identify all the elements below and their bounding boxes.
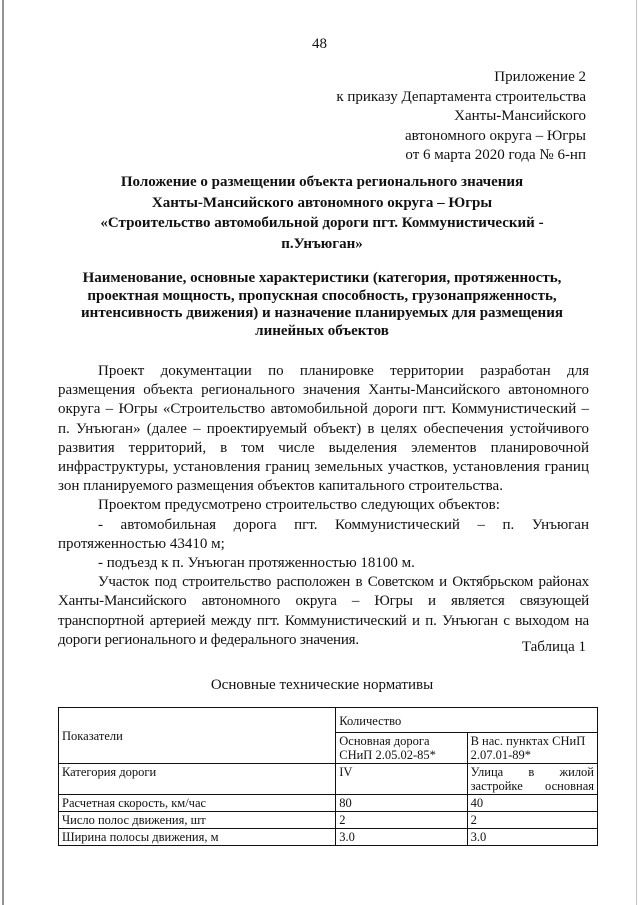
appendix-line: Ханты-Мансийского [454,108,586,125]
row-label: Ширина полосы движения, м [59,829,336,846]
scan-edge-right [636,0,637,905]
header-settlements: В нас. пунктах СНиП 2.07.01-89* [467,733,597,764]
heading-line: Наименование, основные характеристики (категория, протяженность, [82,270,562,286]
table-header-row [59,708,598,733]
row-label: Число полос движения, шт [59,812,336,829]
row-label: Категория дороги [59,764,336,795]
title-line: Ханты-Мансийского автономного округа – Югры [151,194,493,211]
heading-line: проектная мощность, пропускная способность, грузонапряженность, [87,287,557,304]
heading-line: линейных объектов [255,322,389,339]
paragraph: Участок под строительство расположен в Советском и Октябрьском районах Ханты-Мансийского автономного округа – Югры и является связующей транспортной артерией между пгт. Коммунистический и п. Унъюган с выходом на дороги регионального и федерального значения. [58,574,589,648]
document-title [58,172,586,254]
page-number: 48 [312,36,327,52]
header-main-road: Основная дорога СНиП 2.05.02-85* [336,733,467,764]
heading-line: интенсивность движения) и назначение планируемых для размещения [81,305,563,321]
title-line: п.Унъюган» [281,235,363,252]
row-value-main: 2 [336,812,467,829]
title-line: «Строительство автомобильной дороги пгт. Коммунистический - [100,215,544,231]
row-value-settlement: Улица в жилой застройке основная [467,764,597,795]
row-value-settlement: 2 [467,812,597,829]
scan-edge-left [2,0,4,905]
row-value-main: IV [336,764,467,795]
title-line: Положение о размещении объекта регионального значения [120,174,524,190]
appendix-line: автономного округа – Югры [404,127,586,144]
table-row [59,764,598,795]
table-number: Таблица 1 [521,639,586,655]
table-row [59,812,598,829]
appendix-block [336,68,586,166]
section-heading [58,270,586,340]
norms-table [58,707,598,846]
list-item: - подъезд к п. Унъюган протяженностью 18100 м. [98,555,415,572]
list-item: - автомобильная дорога пгт. Коммунистический – п. Унъюган протяженностью 43410 м; [58,516,589,552]
appendix-line: Приложение 2 [494,69,586,85]
row-value-main: 3.0 [336,829,467,846]
paragraph: Проект документации по планировке территории разработан для размещения объекта регионального значения Ханты-Мансийского автономного округа – Югры «Строительство автомобильной дороги пгт. Коммунистический – п. Унъюган» (далее – проектируемый объект) в целях обеспечения устойчивого развития территорий, в том числе выделения элементов планировочной инфраструктуры, установления границ земельных участков, установления границ зон планируемого размещения объектов капитального строительства. [58,363,589,495]
row-value-settlement: 40 [467,795,597,812]
row-value-main: 80 [336,795,467,812]
table-title: Основные технические нормативы [210,677,434,693]
body-text [58,362,589,650]
row-value-settlement: 3.0 [467,829,597,846]
row-label: Расчетная скорость, км/час [59,795,336,812]
appendix-line: от 6 марта 2020 года № 6-нп [405,147,586,164]
paragraph: Проектом предусмотрено строительство следующих объектов: [98,497,500,514]
table-row [59,829,598,846]
table-row [59,795,598,812]
header-indicators: Показатели [59,708,336,764]
header-quantity: Количество [336,708,598,733]
appendix-line: к приказу Департамента строительства [336,88,586,105]
